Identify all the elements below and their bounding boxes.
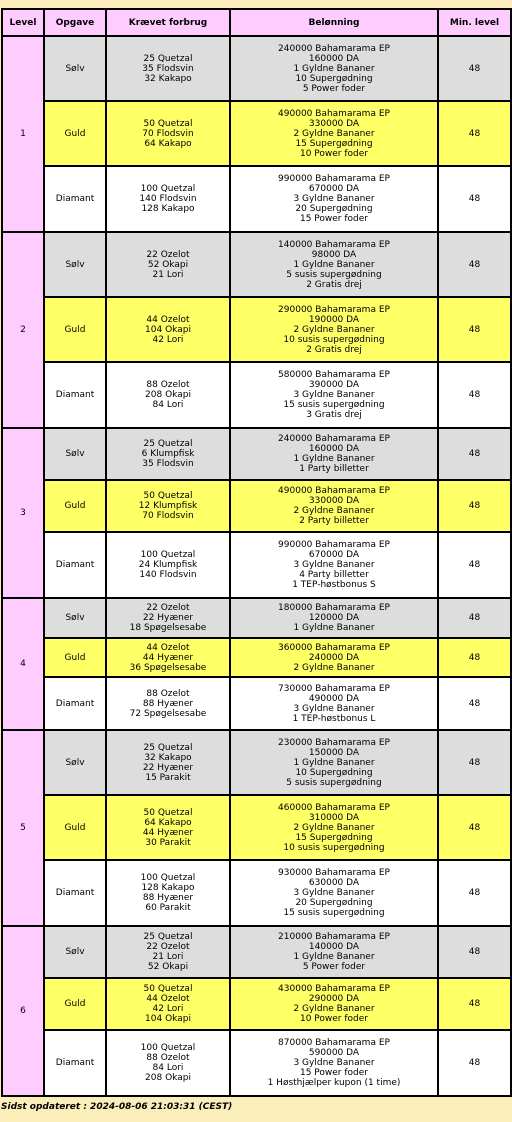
belonning-line: 20 Supergødning — [295, 204, 373, 214]
belonning-line: 190000 DA — [308, 314, 360, 325]
forbrug-cell — [106, 598, 230, 638]
belonning-line: 990000 Bahamarama EP — [278, 540, 390, 550]
level-cell: 5 — [2, 730, 44, 926]
belonning-line: 5 Power foder — [302, 83, 366, 94]
belonning-line: 590000 DA — [308, 1048, 360, 1058]
belonning-line: 930000 Bahamarama EP — [278, 868, 390, 878]
table-row — [2, 232, 511, 297]
forbrug-line: 64 Kakapo — [144, 817, 192, 828]
forbrug-line: 64 Kakapo — [144, 138, 192, 149]
belonning-line: 310000 DA — [308, 812, 360, 823]
last-updated-text: Sidst opdateret : 2024-08-06 21:03:31 (CEST) — [1, 1102, 233, 1112]
belonning-cell — [230, 101, 438, 166]
belonning-line: 1 Gyldne Bananer — [293, 454, 375, 464]
belonning-line: 870000 Bahamarama EP — [278, 1038, 390, 1048]
forbrug-line: 44 Hyæner — [142, 652, 194, 663]
belonning-line: 460000 Bahamarama EP — [278, 802, 390, 813]
belonning-line: 3 Gratis drej — [306, 410, 362, 420]
belonning-line: 580000 Bahamarama EP — [278, 370, 390, 380]
forbrug-line: 84 Lori — [152, 400, 184, 410]
belonning-line: 10 Power foder — [299, 148, 368, 159]
belonning-cell — [230, 677, 438, 730]
forbrug-cell — [106, 480, 230, 532]
table-row — [2, 36, 511, 101]
belonning-line: 98000 DA — [311, 249, 357, 260]
table-row — [2, 926, 511, 978]
belonning-line: 140000 Bahamarama EP — [278, 239, 390, 250]
min-level-cell: 48 — [438, 926, 511, 978]
forbrug-line: 88 Hyæner — [142, 698, 194, 709]
belonning-line: 150000 DA — [308, 747, 360, 758]
opgave-cell: Guld — [44, 101, 106, 166]
opgave-cell: Sølv — [44, 36, 106, 101]
belonning-line: 3 Gyldne Bananer — [293, 194, 375, 204]
forbrug-line: 60 Parakit — [145, 903, 191, 913]
belonning-cell — [230, 926, 438, 978]
belonning-line: 15 susis supergødning — [283, 400, 385, 410]
belonning-line: 140000 DA — [308, 942, 360, 952]
forbrug-line: 104 Okapi — [145, 324, 191, 335]
opgave-cell: Diamant — [44, 860, 106, 926]
belonning-line: 490000 Bahamarama EP — [278, 486, 390, 496]
forbrug-line: 88 Ozelot — [146, 1053, 190, 1063]
table-row — [2, 730, 511, 795]
forbrug-line: 100 Quetzal — [140, 1043, 196, 1053]
forbrug-line: 22 Hyæner — [142, 762, 194, 773]
table-row — [2, 428, 511, 480]
forbrug-line: 30 Parakit — [145, 837, 191, 848]
min-level-cell: 48 — [438, 101, 511, 166]
forbrug-line: 21 Lori — [152, 952, 184, 962]
opgave-cell: Diamant — [44, 362, 106, 428]
forbrug-line: 208 Okapi — [145, 390, 191, 400]
forbrug-cell — [106, 795, 230, 860]
belonning-line: 15 Power foder — [299, 214, 368, 224]
belonning-line: 1 Gyldne Bananer — [293, 757, 375, 768]
forbrug-line: 72 Spøgelsesabe — [129, 708, 207, 719]
table-row — [2, 1030, 511, 1096]
belonning-line: 730000 Bahamarama EP — [278, 683, 390, 694]
table-row — [2, 638, 511, 677]
forbrug-line: 100 Quetzal — [140, 184, 196, 194]
forbrug-line: 36 Spøgelsesabe — [129, 662, 207, 673]
belonning-cell — [230, 166, 438, 232]
belonning-line: 3 Gyldne Bananer — [293, 560, 375, 570]
belonning-line: 2 Gyldne Bananer — [293, 662, 375, 673]
belonning-cell — [230, 232, 438, 297]
forbrug-line: 84 Lori — [152, 1063, 184, 1073]
belonning-line: 160000 DA — [308, 444, 360, 454]
belonning-line: 15 Power foder — [299, 1068, 368, 1078]
quest-table — [1, 8, 512, 1097]
forbrug-cell — [106, 860, 230, 926]
belonning-line: 1 Gyldne Bananer — [293, 623, 375, 633]
belonning-line: 240000 DA — [308, 652, 360, 663]
forbrug-line: 140 Flodsvin — [139, 570, 197, 580]
forbrug-line: 50 Quetzal — [143, 491, 193, 501]
level-cell: 4 — [2, 598, 44, 730]
forbrug-line: 42 Lori — [152, 334, 184, 345]
opgave-cell: Diamant — [44, 1030, 106, 1096]
header-row — [2, 9, 511, 36]
opgave-cell: Guld — [44, 978, 106, 1030]
min-level-cell: 48 — [438, 730, 511, 795]
belonning-line: 10 Supergødning — [295, 73, 373, 84]
forbrug-cell — [106, 232, 230, 297]
table-row — [2, 598, 511, 638]
belonning-line: 2 Gyldne Bananer — [293, 506, 375, 516]
belonning-line: 490000 DA — [308, 693, 360, 704]
opgave-cell: Sølv — [44, 598, 106, 638]
opgave-cell: Diamant — [44, 166, 106, 232]
forbrug-cell — [106, 297, 230, 362]
forbrug-line: 50 Quetzal — [143, 807, 193, 818]
level-cell: 3 — [2, 428, 44, 598]
belonning-line: 10 susis supergødning — [283, 334, 385, 345]
belonning-line: 630000 DA — [308, 878, 360, 888]
forbrug-line: 6 Klumpfisk — [141, 449, 195, 459]
belonning-cell — [230, 978, 438, 1030]
forbrug-line: 52 Okapi — [147, 962, 189, 972]
forbrug-line: 25 Quetzal — [143, 932, 193, 942]
belonning-line: 15 Supergødning — [295, 832, 373, 843]
belonning-cell — [230, 638, 438, 677]
belonning-line: 290000 Bahamarama EP — [278, 304, 390, 315]
belonning-line: 360000 Bahamarama EP — [278, 642, 390, 653]
forbrug-line: 50 Quetzal — [143, 984, 193, 994]
belonning-line: 5 susis supergødning — [286, 777, 382, 788]
belonning-line: 180000 Bahamarama EP — [278, 603, 390, 613]
min-level-cell: 48 — [438, 232, 511, 297]
min-level-cell: 48 — [438, 36, 511, 101]
header-forbrug: Krævet forbrug — [106, 9, 230, 36]
belonning-cell — [230, 297, 438, 362]
forbrug-line: 35 Flodsvin — [142, 459, 194, 469]
belonning-line: 240000 Bahamarama EP — [278, 43, 390, 54]
forbrug-line: 21 Lori — [152, 269, 184, 280]
belonning-line: 1 Høsthjælper kupon (1 time) — [267, 1078, 401, 1088]
forbrug-cell — [106, 926, 230, 978]
belonning-line: 4 Party billetter — [299, 570, 369, 580]
belonning-cell — [230, 730, 438, 795]
forbrug-line: 22 Ozelot — [146, 942, 190, 952]
forbrug-line: 22 Ozelot — [146, 603, 190, 613]
forbrug-cell — [106, 638, 230, 677]
belonning-cell — [230, 362, 438, 428]
forbrug-cell — [106, 677, 230, 730]
min-level-cell: 48 — [438, 598, 511, 638]
header-level: Level — [2, 9, 44, 36]
forbrug-line: 88 Ozelot — [146, 380, 190, 390]
forbrug-line: 35 Flodsvin — [142, 63, 194, 74]
forbrug-line: 70 Flodsvin — [142, 511, 194, 521]
forbrug-cell — [106, 978, 230, 1030]
belonning-cell — [230, 795, 438, 860]
forbrug-cell — [106, 36, 230, 101]
forbrug-line: 44 Hyæner — [142, 827, 194, 838]
forbrug-cell — [106, 101, 230, 166]
belonning-line: 670000 DA — [308, 184, 360, 194]
min-level-cell: 48 — [438, 166, 511, 232]
belonning-line: 330000 DA — [308, 496, 360, 506]
forbrug-line: 70 Flodsvin — [142, 128, 194, 139]
min-level-cell: 48 — [438, 428, 511, 480]
belonning-line: 120000 DA — [308, 613, 360, 623]
belonning-line: 390000 DA — [308, 380, 360, 390]
belonning-line: 2 Gyldne Bananer — [293, 822, 375, 833]
belonning-cell — [230, 480, 438, 532]
opgave-cell: Guld — [44, 638, 106, 677]
forbrug-line: 22 Ozelot — [146, 249, 190, 260]
forbrug-line: 25 Quetzal — [143, 439, 193, 449]
belonning-line: 670000 DA — [308, 550, 360, 560]
belonning-line: 240000 Bahamarama EP — [278, 434, 390, 444]
belonning-line: 210000 Bahamarama EP — [278, 932, 390, 942]
belonning-line: 290000 DA — [308, 994, 360, 1004]
level-cell: 2 — [2, 232, 44, 428]
min-level-cell: 48 — [438, 978, 511, 1030]
opgave-cell: Diamant — [44, 677, 106, 730]
table-row — [2, 677, 511, 730]
forbrug-line: 208 Okapi — [145, 1073, 191, 1083]
table-row — [2, 362, 511, 428]
belonning-line: 2 Gyldne Bananer — [293, 324, 375, 335]
belonning-line: 1 TEP-høstbonus L — [292, 713, 376, 724]
table-row — [2, 480, 511, 532]
belonning-line: 10 Power foder — [299, 1014, 368, 1024]
min-level-cell: 48 — [438, 1030, 511, 1096]
forbrug-cell — [106, 1030, 230, 1096]
belonning-line: 15 susis supergødning — [283, 908, 385, 918]
belonning-cell — [230, 598, 438, 638]
forbrug-line: 22 Hyæner — [142, 613, 194, 623]
belonning-line: 160000 DA — [308, 53, 360, 64]
forbrug-line: 32 Kakapo — [144, 752, 192, 763]
forbrug-cell — [106, 428, 230, 480]
table-row — [2, 297, 511, 362]
header-opgave: Opgave — [44, 9, 106, 36]
belonning-cell — [230, 1030, 438, 1096]
forbrug-line: 100 Quetzal — [140, 873, 196, 883]
min-level-cell: 48 — [438, 860, 511, 926]
forbrug-line: 88 Hyæner — [142, 893, 194, 903]
belonning-cell — [230, 428, 438, 480]
belonning-line: 2 Gyldne Bananer — [293, 1004, 375, 1014]
opgave-cell: Diamant — [44, 532, 106, 598]
belonning-line: 5 Power foder — [302, 962, 366, 972]
forbrug-line: 18 Spøgelsesabe — [129, 623, 207, 633]
belonning-line: 1 Gyldne Bananer — [293, 259, 375, 270]
belonning-cell — [230, 860, 438, 926]
forbrug-line: 140 Flodsvin — [139, 194, 197, 204]
forbrug-line: 128 Kakapo — [141, 883, 195, 893]
forbrug-line: 44 Ozelot — [146, 314, 190, 325]
forbrug-cell — [106, 730, 230, 795]
opgave-cell: Guld — [44, 795, 106, 860]
forbrug-line: 12 Klumpfisk — [138, 501, 198, 511]
forbrug-cell — [106, 166, 230, 232]
table-row — [2, 101, 511, 166]
min-level-cell: 48 — [438, 297, 511, 362]
min-level-cell: 48 — [438, 638, 511, 677]
opgave-cell: Sølv — [44, 926, 106, 978]
belonning-line: 490000 Bahamarama EP — [278, 108, 390, 119]
level-cell: 1 — [2, 36, 44, 232]
belonning-line: 5 susis supergødning — [286, 269, 382, 280]
belonning-line: 230000 Bahamarama EP — [278, 737, 390, 748]
table-row — [2, 860, 511, 926]
forbrug-line: 88 Ozelot — [146, 688, 190, 699]
forbrug-line: 44 Ozelot — [146, 642, 190, 653]
min-level-cell: 48 — [438, 362, 511, 428]
belonning-cell — [230, 36, 438, 101]
belonning-line: 2 Gratis drej — [306, 279, 362, 290]
belonning-line: 2 Gratis drej — [306, 344, 362, 355]
belonning-line: 430000 Bahamarama EP — [278, 984, 390, 994]
forbrug-line: 24 Klumpfisk — [138, 560, 198, 570]
belonning-line: 2 Gyldne Bananer — [293, 128, 375, 139]
belonning-line: 1 Gyldne Bananer — [293, 952, 375, 962]
belonning-line: 1 Party billetter — [299, 464, 369, 474]
level-cell: 6 — [2, 926, 44, 1096]
forbrug-line: 50 Quetzal — [143, 118, 193, 129]
forbrug-line: 44 Ozelot — [146, 994, 190, 1004]
forbrug-cell — [106, 362, 230, 428]
belonning-line: 10 susis supergødning — [283, 842, 385, 853]
forbrug-line: 25 Quetzal — [143, 53, 193, 64]
table-row — [2, 532, 511, 598]
min-level-cell: 48 — [438, 795, 511, 860]
belonning-cell — [230, 532, 438, 598]
forbrug-line: 100 Quetzal — [140, 550, 196, 560]
forbrug-line: 52 Okapi — [147, 259, 189, 270]
header-min-level: Min. level — [438, 9, 511, 36]
forbrug-cell — [106, 532, 230, 598]
table-row — [2, 166, 511, 232]
min-level-cell: 48 — [438, 532, 511, 598]
opgave-cell: Sølv — [44, 232, 106, 297]
opgave-cell: Sølv — [44, 730, 106, 795]
header-belonning: Belønning — [230, 9, 438, 36]
opgave-cell: Guld — [44, 480, 106, 532]
belonning-line: 3 Gyldne Bananer — [293, 1058, 375, 1068]
table-row — [2, 978, 511, 1030]
belonning-line: 3 Gyldne Bananer — [293, 390, 375, 400]
min-level-cell: 48 — [438, 677, 511, 730]
forbrug-line: 42 Lori — [152, 1004, 184, 1014]
belonning-line: 990000 Bahamarama EP — [278, 174, 390, 184]
min-level-cell: 48 — [438, 480, 511, 532]
belonning-line: 1 Gyldne Bananer — [293, 63, 375, 74]
forbrug-line: 32 Kakapo — [144, 73, 192, 84]
forbrug-line: 128 Kakapo — [141, 204, 195, 214]
belonning-line: 3 Gyldne Bananer — [293, 888, 375, 898]
belonning-line: 20 Supergødning — [295, 898, 373, 908]
belonning-line: 10 Supergødning — [295, 767, 373, 778]
belonning-line: 3 Gyldne Bananer — [293, 703, 375, 714]
opgave-cell: Sølv — [44, 428, 106, 480]
forbrug-line: 104 Okapi — [145, 1014, 191, 1024]
forbrug-line: 25 Quetzal — [143, 742, 193, 753]
forbrug-line: 15 Parakit — [145, 772, 191, 783]
belonning-line: 330000 DA — [308, 118, 360, 129]
quest-table-body — [2, 36, 511, 1096]
table-row — [2, 795, 511, 860]
belonning-line: 2 Party billetter — [299, 516, 369, 526]
opgave-cell: Guld — [44, 297, 106, 362]
belonning-line: 15 Supergødning — [295, 138, 373, 149]
belonning-line: 1 TEP-høstbonus S — [292, 580, 376, 590]
